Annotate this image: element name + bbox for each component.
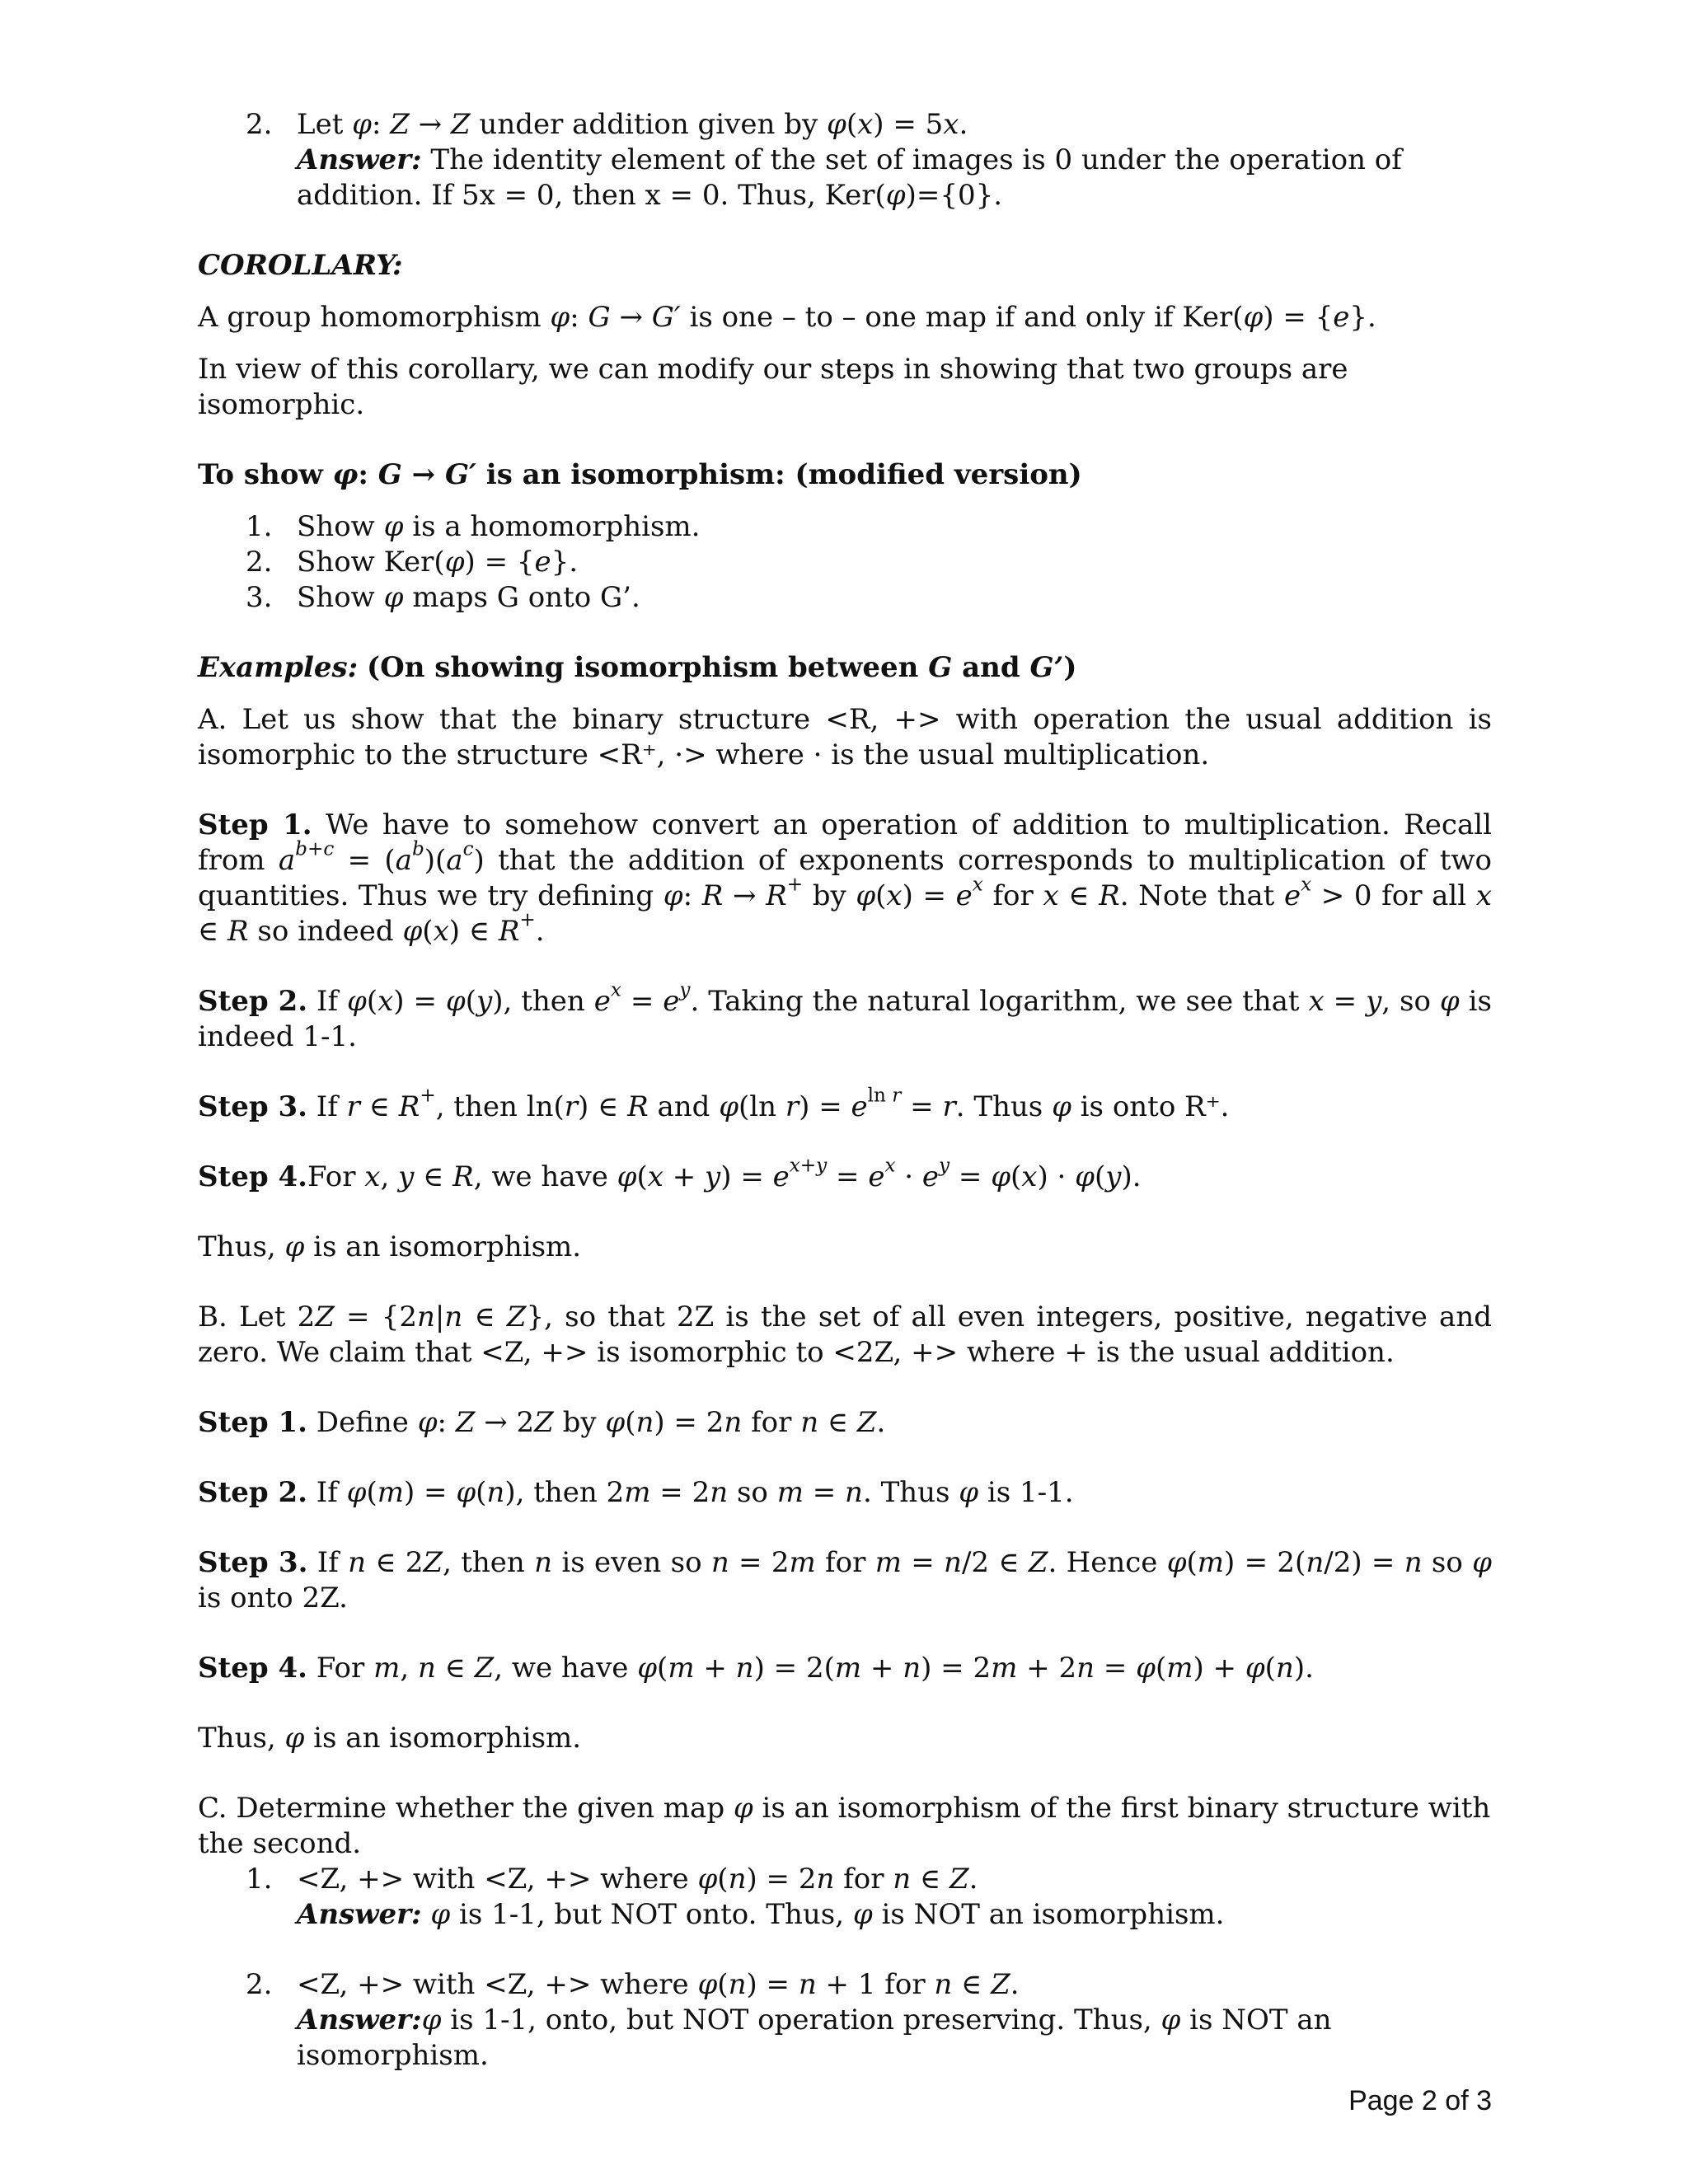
page-number: Page 2 of 3: [1348, 2085, 1492, 2116]
corollary-view: In view of this corollary, we can modify our steps in showing that two groups are isomorphic.: [198, 353, 1348, 421]
example-a-step-2: Step 2. If φ(x) = φ(y), then $e^x = e^y$. Taking the natural logarithm, we see that x = y, so φ is indeed 1-1.: [198, 979, 1492, 1053]
item-answer: Answer: The identity element of the set of images is 0 under the operation of addition. If 5x = 0, then x = 0. Thus, Ker(φ)={0}.: [297, 143, 1402, 212]
example-c-item-2: 2. <Z, +> with <Z, +> where φ(n) = n + 1 for n ∈ Z. Answer:φ is 1-1, onto, but NOT operation preserving. Thus, φ is NOT an isomorphism.: [198, 1967, 1492, 2074]
example-b-step-2: Step 2. If φ(m) = φ(n), then 2m = 2n so m = n. Thus φ is 1-1.: [198, 1476, 1074, 1509]
answer-label: Answer:: [297, 143, 422, 176]
item-answer: Answer: φ is 1-1, but NOT onto. Thus, φ is NOT an isomorphism.: [297, 1898, 1225, 1931]
item-statement: Let φ: Z → Z under addition given by φ(x) = 5x.: [297, 108, 968, 141]
example-b-step-1: Step 1. Define φ: Z → 2Z by φ(n) = 2n for n ∈ Z.: [198, 1406, 886, 1439]
example-b-step-4: Step 4. For m, n ∈ Z, we have φ(m + n) = 2(m + n) = 2m + 2n = φ(m) + φ(n).: [198, 1652, 1314, 1685]
modified-step-1: 1. Show φ is a homomorphism.: [246, 510, 701, 543]
corollary-heading: COROLLARY:: [198, 249, 403, 282]
item-statement: <Z, +> with <Z, +> where φ(n) = 2n for n ∈ Z.: [297, 1863, 978, 1896]
example-a-step-4: Step 4.For x, y ∈ R, we have $\varphi(x + y) = e^{x+y} = e^x \cdot e^y = \varphi(x) \cdot \varphi(y)$.: [198, 1155, 1142, 1193]
example-c-intro: C. Determine whether the given map φ is an isomorphism of the first binary structure with the second.: [198, 1792, 1491, 1860]
example-c-item-1: 1. <Z, +> with <Z, +> where φ(n) = 2n for n ∈ Z. Answer: φ is 1-1, but NOT onto. Thus, φ is NOT an isomorphism.: [198, 1862, 1492, 1933]
example-b-conclusion: Thus, φ is an isomorphism.: [198, 1722, 582, 1755]
item-statement: <Z, +> with <Z, +> where φ(n) = n + 1 for n ∈ Z.: [297, 1968, 1020, 2001]
item-number: 2.: [246, 108, 273, 141]
item-answer: Answer:φ is 1-1, onto, but NOT operation preserving. Thus, φ is NOT an isomorphism.: [297, 2004, 1332, 2072]
example-a-step-3: Step 3. If r ∈ R+, then ln(r) ∈ R and φ(ln $r) = e^{ln r} = r$. Thus φ is onto R⁺.: [198, 1085, 1230, 1123]
document-page: [198, 107, 1492, 2074]
modified-heading: To show φ: G → G′ is an isomorphism: (modified version): [198, 458, 1082, 491]
example-a-conclusion: Thus, φ is an isomorphism.: [198, 1230, 582, 1263]
examples-heading: Examples: (On showing isomorphism between G and G’): [198, 651, 1077, 684]
example-b-intro: B. Let 2Z = {2n|n ∈ Z}, so that 2Z is the set of all even integers, positive, negative and zero. We claim that <Z, +> is isomorphic to <2Z, +> where + is the usual addition.: [198, 1301, 1492, 1369]
corollary-statement: A group homomorphism φ: G → G′ is one – to – one map if and only if Ker(φ) = {e}.: [198, 301, 1376, 334]
example-a-step-1: Step 1. We have to somehow convert an operation of addition to multiplication. Recall from $a^{b+c} = (a^b)(a^c)$ that the addition of exponents corresponds to multiplication of two quantities. Thus we try defining φ: R → R+ by $\varphi(x) = e^x$ for x ∈ R. Note that $e^x > 0$ for all x ∈ R so indeed φ(x) ∈ R+.: [198, 808, 1492, 948]
example-b-step-3: Step 3. If n ∈ 2Z, then n is even so n = 2m for m = n/2 ∈ Z. Hence φ(m) = 2(n/2) = n so φ is onto 2Z.: [198, 1546, 1492, 1615]
list-item-2: [198, 107, 1492, 213]
modified-step-3: 3. Show φ maps G onto G’.: [246, 581, 640, 614]
modified-step-2: 2. Show Ker(φ) = {e}.: [246, 546, 579, 579]
example-a-intro: A. Let us show that the binary structure <R, +> with operation the usual addition is isomorphic to the structure <R⁺, ·> where · is the usual multiplication.: [198, 703, 1492, 771]
